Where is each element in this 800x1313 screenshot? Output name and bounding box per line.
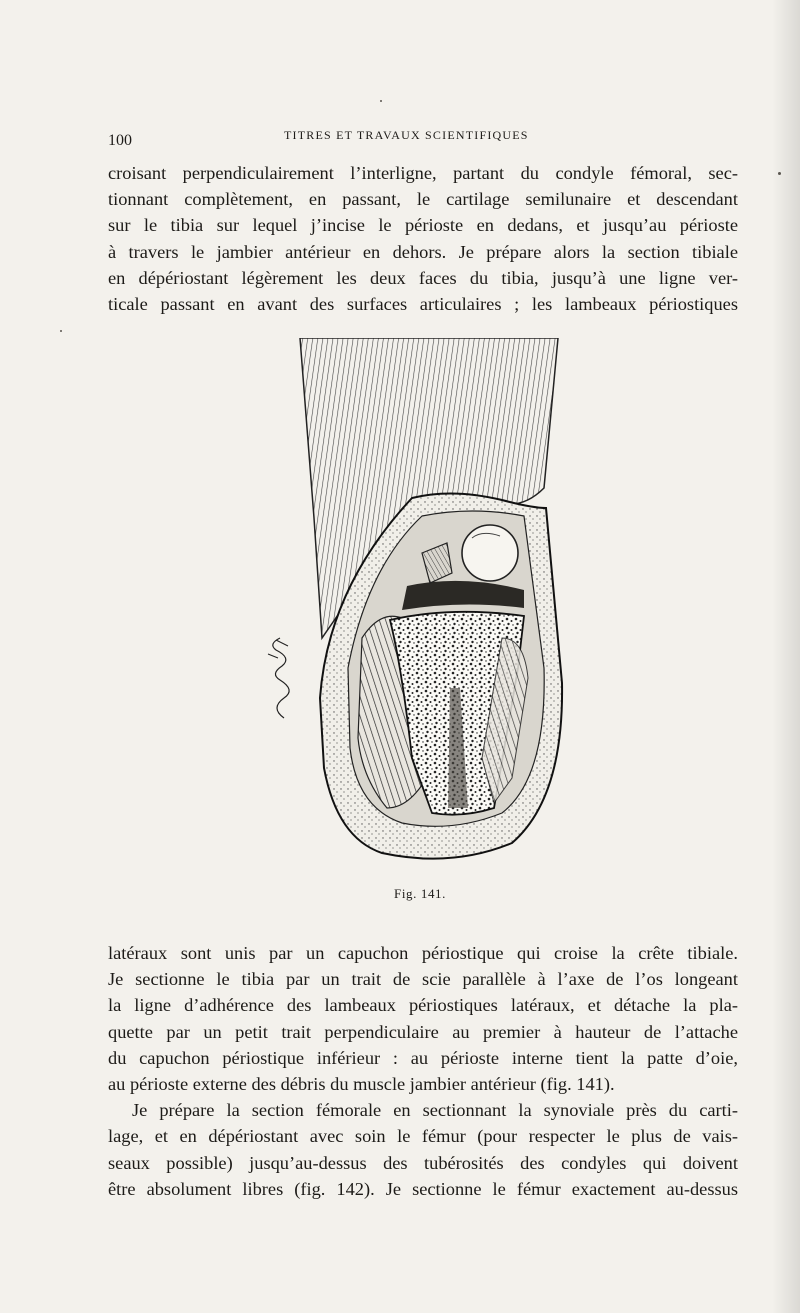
text-line: à travers le jambier antérieur en dehors. Je prépare alors la section tibiale xyxy=(108,241,738,262)
paper-speck xyxy=(778,172,781,175)
paragraph-top xyxy=(108,160,738,317)
paper-speck xyxy=(60,330,62,332)
text-line: quette par un petit trait perpendiculaire au premier à hauteur de l’attache xyxy=(108,1021,738,1042)
artist-signature xyxy=(268,638,289,718)
figure-141-illustration xyxy=(262,338,582,868)
text-line: latéraux sont unis par un capuchon périostique qui croise la crête tibiale. xyxy=(108,943,738,963)
text-line: sur le tibia sur lequel j’incise le périoste en dedans, et jusqu’au périoste xyxy=(108,215,738,236)
text-line: du capuchon périostique inférieur : au périoste interne tient la patte d’oie, xyxy=(108,1047,738,1068)
text-line: au périoste externe des débris du muscle jambier antérieur (fig. 141). xyxy=(108,1074,615,1095)
page-number: 100 xyxy=(108,132,132,149)
text-line: croisant perpendiculairement l’interligne, partant du condyle fémoral, sec- xyxy=(108,163,738,183)
figure-caption: Fig. 141. xyxy=(394,886,446,901)
paragraph-bottom xyxy=(108,940,738,1202)
text-line: ticale passant en avant des surfaces articulaires ; les lambeaux périostiques xyxy=(108,294,738,315)
paper-speck xyxy=(380,100,382,102)
page-edge-shadow xyxy=(772,0,800,1313)
text-line: Je sectionne le tibia par un trait de scie parallèle à l’axe de l’os longeant xyxy=(108,969,738,990)
text-line: en dépériostant légèrement les deux faces du tibia, jusqu’à une ligne ver- xyxy=(108,267,738,288)
text-line: Je prépare la section fémorale en sectionnant la synoviale près du carti- xyxy=(132,1100,738,1121)
running-title: TITRES ET TRAVAUX SCIENTIFIQUES xyxy=(284,128,529,142)
text-line: la ligne d’adhérence des lambeaux périostiques latéraux, et détache la pla- xyxy=(108,995,738,1016)
text-line: seaux possible) jusqu’au-dessus des tubérosités des condyles qui doivent xyxy=(108,1152,738,1173)
text-line: tionnant complètement, en passant, le cartilage semilunaire et descendant xyxy=(108,189,738,210)
text-line: être absolument libres (fig. 142). Je sectionne le fémur exactement au-dessus xyxy=(108,1178,738,1199)
running-head xyxy=(108,128,738,150)
text-line: lage, et en dépériostant avec soin le fémur (pour respecter le plus de vais- xyxy=(108,1126,738,1147)
